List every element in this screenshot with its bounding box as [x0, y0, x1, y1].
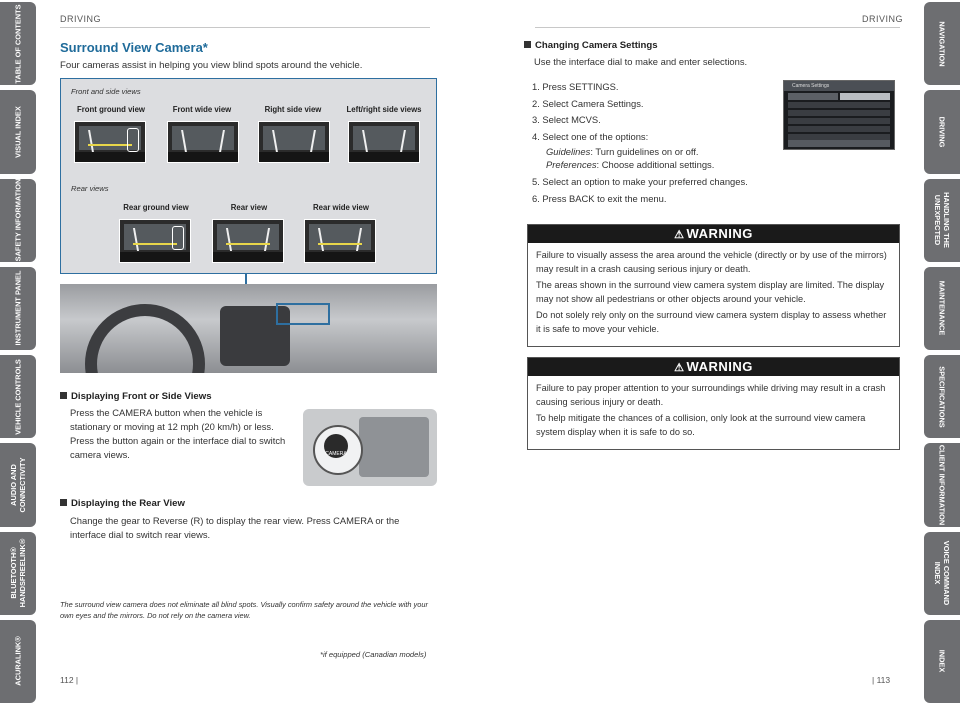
tab-visual-index[interactable]: VISUAL INDEX	[0, 90, 36, 173]
front-wide-view-label: Front wide view	[172, 105, 232, 114]
rear-wide-view-label: Rear wide view	[313, 203, 369, 212]
tab-index[interactable]: INDEX	[924, 620, 960, 703]
display-highlight	[276, 303, 330, 325]
option-preferences: Preferences: Choose additional settings.	[546, 159, 715, 170]
warning-paragraph: Failure to visually assess the area around the vehicle (directly or by use of the mirrors) may result in a crash causing serious injury or death.	[536, 250, 887, 274]
warning-triangle-icon: ⚠	[674, 229, 685, 241]
camera-button: CAMERA	[324, 434, 348, 458]
front-ground-view-image	[74, 121, 146, 163]
front-side-views-heading: Displaying Front or Side Views	[60, 391, 212, 402]
camera-settings-steps	[532, 79, 748, 207]
rear-view-heading: Displaying the Rear View	[60, 498, 185, 509]
step-3: 3. Select MCVS.	[532, 114, 601, 125]
step-6: 6. Press BACK to exit the menu.	[532, 192, 667, 204]
square-bullet-icon	[60, 392, 67, 399]
rear-ground-view-image	[119, 219, 191, 263]
step-2: 2. Select Camera Settings.	[532, 97, 644, 109]
tab-instrument-panel[interactable]: INSTRUMENT PANEL	[0, 267, 36, 350]
left-right-side-views-label: Left/right side views	[346, 105, 422, 114]
left-header-rule	[60, 27, 430, 28]
warning-box-visual-assess	[527, 224, 900, 347]
tab-handling-the-unexpected[interactable]: HANDLING THE UNEXPECTED	[924, 179, 960, 262]
front-wide-view-image	[167, 121, 239, 163]
camera-settings-heading: Changing Camera Settings	[524, 40, 658, 51]
option-guidelines: Guidelines: Turn guidelines on or off.	[546, 146, 699, 157]
tab-navigation[interactable]: NAVIGATION	[924, 2, 960, 85]
rear-wide-view-image	[304, 219, 376, 263]
tab-driving[interactable]: DRIVING	[924, 90, 960, 173]
rear-ground-view-label: Rear ground view	[123, 203, 189, 212]
dashboard-photo	[60, 284, 437, 373]
camera-disclaimer: The surround view camera does not eliminate all blind spots. Visually confirm safety around the vehicle with your own eyes and the mirrors. Do not rely on the camera view.	[60, 600, 428, 620]
rear-view-text: Change the gear to Reverse (R) to display the rear view. Press CAMERA or the interface dial to switch rear views.	[70, 515, 400, 540]
tab-acuralink[interactable]: ACURALINK®	[0, 620, 36, 703]
right-running-head: DRIVING	[862, 14, 904, 24]
right-header-rule	[535, 27, 900, 28]
right-side-view-label: Right side view	[264, 105, 322, 114]
step-1: 1. Press SETTINGS.	[532, 81, 619, 92]
front-side-views-text: Press the CAMERA button when the vehicle is stationary or moving at 12 mph (20 km/h) or less. Press the button again or the interface dial to switch camera views.	[70, 407, 286, 460]
tab-voice-command-index[interactable]: VOICE COMMAND INDEX	[924, 532, 960, 615]
footnote: *if equipped (Canadian models)	[320, 650, 427, 659]
left-page-number: 112 |	[60, 675, 79, 685]
tab-safety-information[interactable]: SAFETY INFORMATION	[0, 179, 36, 262]
warning-triangle-icon: ⚠	[674, 362, 685, 374]
warning-paragraph: Do not solely rely only on the surround view camera system display to assess whether it is safe to move your vehicle.	[536, 310, 887, 334]
rear-views-label: Rear views	[71, 184, 109, 193]
camera-settings-screenshot	[783, 80, 895, 150]
left-section-tabs	[0, 0, 36, 703]
tab-client-information[interactable]: CLIENT INFORMATION	[924, 443, 960, 526]
right-page-number: | 113	[872, 675, 891, 685]
warning-header: ⚠ WARNING	[528, 225, 899, 243]
tab-table-of-contents[interactable]: TABLE OF CONTENTS	[0, 2, 36, 85]
rear-view-image	[212, 219, 284, 263]
camera-settings-intro: Use the interface dial to make and enter selections.	[534, 56, 748, 67]
tab-vehicle-controls[interactable]: VEHICLE CONTROLS	[0, 355, 36, 438]
warning-paragraph: To help mitigate the chances of a collision, only look at the surround view camera system display when it is safe to do so.	[536, 413, 866, 437]
intro-text: Four cameras assist in helping you view blind spots around the vehicle.	[60, 60, 363, 71]
warning-paragraph: Failure to pay proper attention to your surroundings while driving may result in a crash causing serious injury or death.	[536, 383, 886, 407]
square-bullet-icon	[60, 499, 67, 506]
center-panel	[359, 417, 429, 477]
step-4: 4. Select one of the options:	[532, 130, 649, 142]
square-bullet-icon	[524, 41, 531, 48]
warning-paragraph: The areas shown in the surround view camera system display are limited. The display may not show all pedestrians or other objects around your vehicle.	[536, 280, 885, 304]
tab-maintenance[interactable]: MAINTENANCE	[924, 267, 960, 350]
tab-bluetooth-handsfreelink[interactable]: BLUETOOTH® HANDSFREELINK®	[0, 532, 36, 615]
rear-view-label: Rear view	[230, 203, 268, 212]
warning-header: ⚠ WARNING	[528, 358, 899, 376]
screen-title: Camera Settings	[784, 81, 894, 91]
camera-button-photo	[303, 409, 437, 486]
left-right-side-views-image	[348, 121, 420, 163]
front-ground-view-label: Front ground view	[76, 105, 145, 114]
front-side-views-label: Front and side views	[71, 87, 141, 96]
tab-audio-and-connectivity[interactable]: AUDIO AND CONNECTIVITY	[0, 443, 36, 526]
right-side-view-image	[258, 121, 330, 163]
page-title: Surround View Camera*	[60, 40, 208, 55]
steering-wheel	[85, 304, 205, 373]
step-5: 5. Select an option to make your preferred changes.	[532, 176, 748, 187]
left-running-head: DRIVING	[60, 14, 102, 24]
right-section-tabs	[924, 0, 960, 703]
tab-specifications[interactable]: SPECIFICATIONS	[924, 355, 960, 438]
camera-views-panel	[60, 78, 437, 274]
warning-box-attention	[527, 357, 900, 450]
